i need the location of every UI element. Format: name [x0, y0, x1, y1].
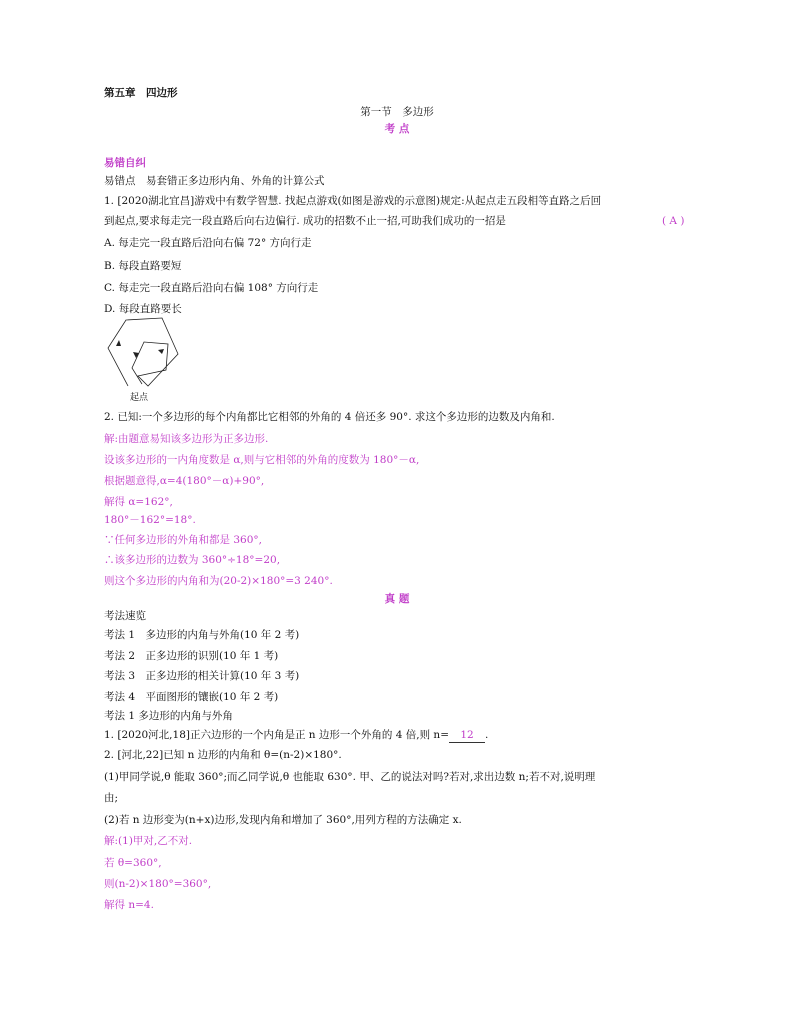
q2-question: 2. 已知:一个多边形的每个内角都比它相邻的外角的 4 倍还多 90°. 求这个多边形的边数及内角和.: [104, 411, 555, 423]
kaofa-sub-heading: 考法 1 多边形的内角与外角: [104, 710, 233, 722]
q2-solution-line: 解得 α=162°,: [104, 496, 173, 508]
q1-option-d: D. 每段直路要长: [104, 303, 182, 315]
q1-line2: 到起点,要求每走完一段直路后向右边偏行. 成功的招数不止一招,可助我们成功的一招是: [104, 215, 506, 227]
p2-line1: 2. [河北,22]已知 n 边形的内角和 θ=(n-2)×180°.: [104, 749, 342, 761]
yicuo-point: 易错点 易套错正多边形内角、外角的计算公式: [104, 175, 325, 187]
q1-option-b: B. 每段直路要短: [104, 260, 182, 272]
p2-solution-line: 若 θ=360°,: [104, 857, 162, 869]
q1-answer: ( A ): [662, 215, 685, 227]
p1-question: [104, 728, 488, 743]
p1-text-end: .: [485, 729, 489, 741]
p1-text: 1. [2020河北,18]正六边形的一个内角是正 n 边形一个外角的 4 倍,则 n=: [104, 729, 449, 741]
figure-label-start: 起点: [130, 393, 149, 402]
p2-line4: (2)若 n 边形变为(n+x)边形,发现内角和增加了 360°,用列方程的方法确定 x.: [104, 814, 462, 826]
p2-line3: 由;: [104, 792, 119, 804]
q1-option-a: A. 每走完一段直路后沿向右偏 72° 方向行走: [104, 237, 312, 249]
q2-solution-line: 根据题意得,α=4(180°－α)+90°,: [104, 475, 265, 487]
pentagon-path-figure: [106, 314, 186, 402]
kaofa-heading: 考法速览: [104, 610, 146, 622]
q2-solution-line: ∴该多边形的边数为 360°÷18°=20,: [104, 554, 281, 566]
p1-answer-blank: 12: [449, 728, 485, 743]
yicuo-heading: 易错自纠: [104, 157, 146, 169]
q1-option-c: C. 每走完一段直路后沿向右偏 108° 方向行走: [104, 282, 319, 294]
kaofa-item: 考法 2 正多边形的识别(10 年 1 考): [104, 650, 279, 662]
kaofa-item: 考法 1 多边形的内角与外角(10 年 2 考): [104, 629, 300, 641]
kaodian-heading: 考 点: [384, 123, 410, 135]
p2-line2: (1)甲同学说,θ 能取 360°;而乙同学说,θ 也能取 630°. 甲、乙的说法对吗?若对,求出边数 n;若不对,说明理: [104, 771, 596, 783]
q2-solution-line: ∵任何多边形的外角和都是 360°,: [104, 534, 262, 546]
arrow-marker: [116, 340, 121, 346]
chapter-title: 第五章 四边形: [104, 87, 178, 99]
q2-solution-line: 180°－162°=18°.: [104, 514, 196, 526]
q1-line1: 1. [2020湖北宜昌]游戏中有数学智慧. 找起点游戏(如图是游戏的示意图)规定:从起点走五段相等直路之后回: [104, 195, 602, 207]
q2-solution-line: 设该多边形的一内角度数是 α,则与它相邻的外角的度数为 180°－α,: [104, 454, 420, 466]
p2-solution-line: 则(n-2)×180°=360°,: [104, 878, 212, 890]
zhenti-heading: 真 题: [384, 593, 410, 605]
kaofa-item: 考法 3 正多边形的相关计算(10 年 3 考): [104, 670, 300, 682]
path-line: [108, 318, 178, 386]
pentagon-path-diagram: [106, 314, 186, 402]
p2-solution-line: 解:(1)甲对,乙不对.: [104, 835, 193, 847]
q2-solution-line: 解:由题意易知该多边形为正多边形.: [104, 433, 269, 445]
arrow-marker: [158, 349, 164, 354]
section-title: 第一节 多边形: [360, 106, 434, 118]
kaofa-item: 考法 4 平面图形的镶嵌(10 年 2 考): [104, 691, 279, 703]
p2-solution-line: 解得 n=4.: [104, 899, 154, 911]
q2-solution-line: 则这个多边形的内角和为(20-2)×180°=3 240°.: [104, 575, 333, 587]
